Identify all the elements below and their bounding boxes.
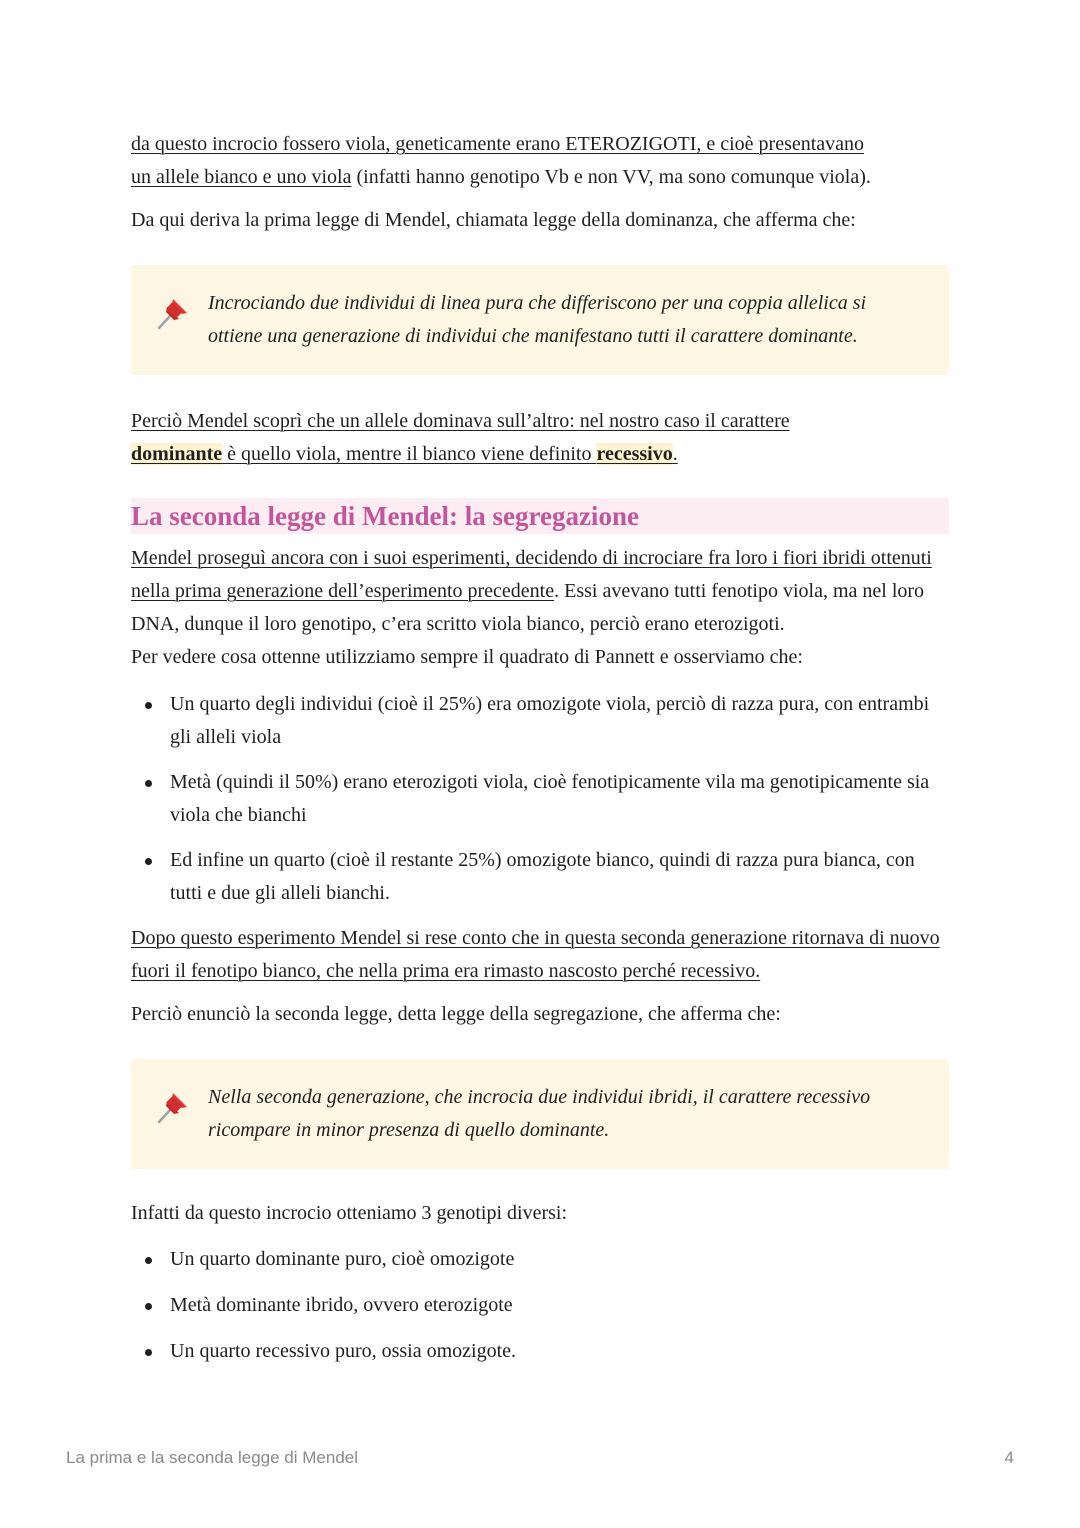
list-item: Metà dominante ibrido, ovvero eterozigote: [131, 1289, 949, 1322]
list-item: Un quarto degli individui (cioè il 25%) era omozigote viola, perciò di razza pura, con entrambi gli alleli viola: [131, 688, 949, 754]
callout-first-law: [131, 265, 949, 375]
after-experiment-paragraph: Dopo questo esperimento Mendel si rese conto che in questa seconda generazione ritornava di nuovo fuori il fenotipo bianco, che nella prima era rimasto nascosto perché recessivo.: [131, 927, 940, 982]
list-item: Ed infine un quarto (cioè il restante 25%) omozigote bianco, quindi di razza pura bianca, con tutti e due gli alleli bianchi.: [131, 844, 949, 910]
pannett-results-list: [131, 688, 949, 910]
list-item: Metà (quindi il 50%) erano eterozigoti viola, cioè fenotipicamente vila ma genotipicamente sia viola che bianchi: [131, 766, 949, 832]
footer-title: La prima e la seconda legge di Mendel: [66, 1448, 359, 1467]
callout-second-law: [131, 1059, 949, 1169]
dominance-paragraph: Perciò Mendel scoprì che un allele dominava sull’altro: nel nostro caso il carattere dominante è quello viola, mentre il bianco viene definito recessivo.: [131, 410, 790, 465]
first-law-intro: Da qui deriva la prima legge di Mendel, chiamata legge della dominanza, che afferma che:: [131, 209, 856, 231]
intro-line-2: un allele bianco e uno viola (infatti hanno genotipo Vb e non VV, ma sono comunque viola).: [131, 166, 871, 188]
list-item: Un quarto dominante puro, cioè omozigote: [131, 1243, 949, 1276]
pushpin-icon: [153, 293, 193, 333]
callout-second-law-text: Nella seconda generazione, che incrocia due individui ibridi, il carattere recessivo ricompare in minor presenza di quello dominante.: [208, 1086, 871, 1141]
section-title-segregation: La seconda legge di Mendel: la segregazione: [131, 498, 949, 534]
keyword-dominante: dominante: [131, 443, 223, 465]
genotypes-list: [131, 1243, 949, 1368]
pushpin-icon: [153, 1087, 193, 1127]
page-number: 4: [1004, 1448, 1014, 1467]
intro-line-1: da questo incrocio fossero viola, geneticamente erano ETEROZIGOTI, e cioè presentavano: [131, 133, 865, 155]
document-page: [131, 128, 949, 1368]
list-item: Un quarto recessivo puro, ossia omozigote.: [131, 1335, 949, 1368]
keyword-recessivo: recessivo: [596, 443, 673, 465]
second-law-intro: Perciò enunciò la seconda legge, detta legge della segregazione, che afferma che:: [131, 1003, 781, 1025]
callout-first-law-text: Incrociando due individui di linea pura che differiscono per una coppia allelica si ottiene una generazione di individui che manifestano tutti il carattere dominante.: [208, 292, 867, 347]
genotypes-intro: Infatti da questo incrocio otteniamo 3 genotipi diversi:: [131, 1202, 568, 1224]
segregation-paragraph: Mendel proseguì ancora con i suoi esperimenti, decidendo di incrociare fra loro i fiori ibridi ottenuti nella prima generazione dell’esperimento precedente. Essi avevano tutti fenotipo viola, ma nel loro DNA, dunque il loro genotipo, c’era scritto viola bianco, perciò erano eterozigoti.: [131, 547, 932, 635]
pannett-intro: Per vedere cosa ottenne utilizziamo sempre il quadrato di Pannett e osserviamo che:: [131, 646, 803, 668]
